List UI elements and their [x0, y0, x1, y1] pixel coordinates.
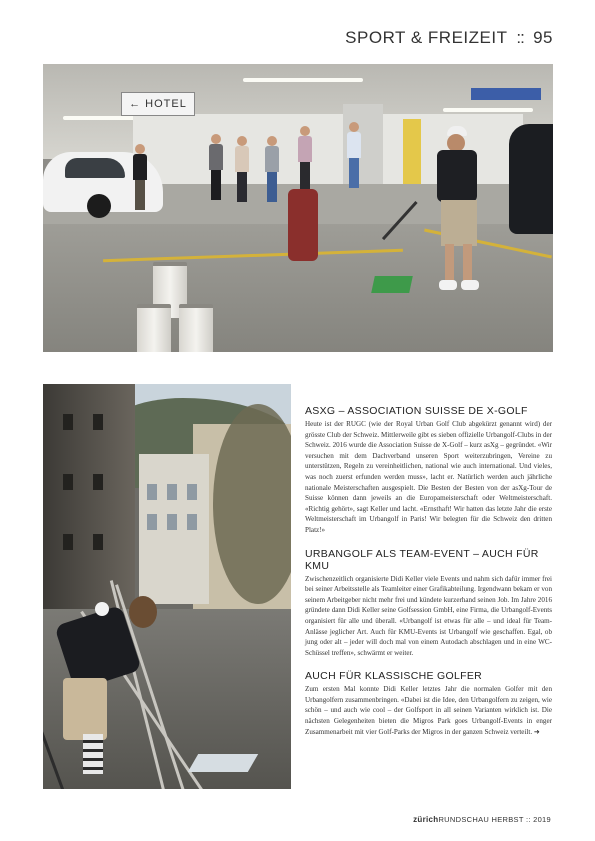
building-window [147, 484, 157, 500]
section-body: Zwischenzeitlich organisierte Didi Keller viele Events und nahm sich dafür immer frei bei seiner Arbeitsstelle als Teamleiter einer Grafikabteilung. Irgendwann bekam er von seinem Arbeitgeber nicht mehr frei und kündete kurzerhand seinen Job. Im Jahre 2016 gründete dann Didi Keller seine Golfsession GmbH, eine Firma, die Urbangolf-Events organisiert für alle und überall. «Urbangolf ist etwas für alle – und ideal für Team-Anlässe jeglicher Art. Auch für KMU-Events ist Urbangolf wie geschaffen. Egal, ob jung oder alt – jeder will doch mal von einem Autodach abschlagen und in eine WC-Schüssel treffen», schwärmt er weiter. [305, 574, 552, 657]
blue-sign [471, 88, 541, 100]
tin-can-target [137, 304, 171, 352]
building-window [63, 414, 73, 430]
tin-can-target [179, 304, 213, 352]
footer-issue: HERBST :: 2019 [491, 815, 551, 824]
section-heading: ASXG – ASSOCIATION SUISSE DE X-GOLF [305, 405, 528, 417]
building-left [43, 384, 135, 624]
golf-bag [288, 189, 318, 261]
dark-car [509, 124, 553, 234]
section-heading: URBANGOLF ALS TEAM-EVENT – AUCH FÜR KMU [305, 547, 539, 572]
footer-publication: RUNDSCHAU [438, 815, 490, 824]
hotel-sign: ← HOTEL [121, 92, 195, 116]
section-body: Zum ersten Mal konnte Didi Keller letztes Jahr die normalen Golfer mit den Urbangolfern zusammenbringen. «Dabei ist die Idee, den Urbangolfern zu zeigen, wie schön – und auch wie cool – der Golfsport in all seinen Varianten wirklich ist. Die nächsten Gelegenheiten bieten die Migros Park goes Urbangolf-Events in enger Zusammenarbeit mit vier Golf-Parks der Migros in der ganzen Schweiz verteilt. ➜ [305, 685, 552, 736]
page-number: 95 [533, 28, 553, 47]
spectator [265, 136, 279, 202]
building-window [167, 484, 177, 500]
building-window [167, 514, 177, 530]
car-window [65, 158, 125, 178]
photo-street-golfer [43, 384, 291, 789]
spectator [347, 122, 361, 188]
photo-parking-garage [43, 64, 553, 352]
building-window [63, 474, 73, 490]
building-window [93, 534, 103, 550]
ceiling-light [443, 108, 533, 112]
page-header [345, 28, 553, 48]
ceiling-light [63, 116, 143, 120]
section-heading: AUCH FÜR KLASSISCHE GOLFER [305, 670, 482, 683]
spectator [133, 144, 147, 210]
car-wheel [87, 194, 111, 218]
building-window [147, 514, 157, 530]
header-separator: :: [516, 28, 524, 47]
section-body: Heute ist der RUGC (wie der Royal Urban Golf Club abgekürzt genannt wird) der grösste Club der Schweiz. Mittlerweile gibt es sieben offizielle Urbangolf-Clubs in der Schweiz. 2016 wurde die Association Suisse de X-Golf – kurz asXg – gegründet. «Wir versuchen mit dem Dachverband unseren Sport weiterzubringen, Vereine zu unterstützen, Regeln zu vereinheitlichen, national wie auch international. Und vieles, was noch zuerst erfunden werden muss», lacht er. Natürlich werden auch jährliche nationale Meisterschaften ausgespielt. Die Besten der Besten von der asXg-Tour de Suisse können dann jeweils an die Europameisterschaft oder Weltmeisterschaft. «Richtig gehört», sagt Keller und lacht. «Ernsthaft! Wir hatten das letzte Jahr die erste Weltmeisterschaft im Urbangolf in Paris! Wir belegten für die Schweiz den dritten Platz!» [305, 420, 552, 534]
ceiling-light [243, 78, 363, 82]
building-window [93, 414, 103, 430]
article-column [305, 405, 552, 749]
building-window [187, 484, 197, 500]
road-marking [188, 754, 258, 772]
section-title: SPORT & FREIZEIT [345, 28, 508, 47]
building-window [63, 534, 73, 550]
page-footer [413, 815, 551, 824]
spectator [209, 134, 223, 200]
spectator [235, 136, 249, 202]
golfer-in-garage [423, 126, 487, 296]
footer-brand: zürich [413, 815, 439, 824]
spectator [298, 126, 312, 192]
building-window [187, 514, 197, 530]
golfer-on-street [53, 594, 163, 789]
tee-mat [371, 276, 413, 293]
building-window [93, 474, 103, 490]
